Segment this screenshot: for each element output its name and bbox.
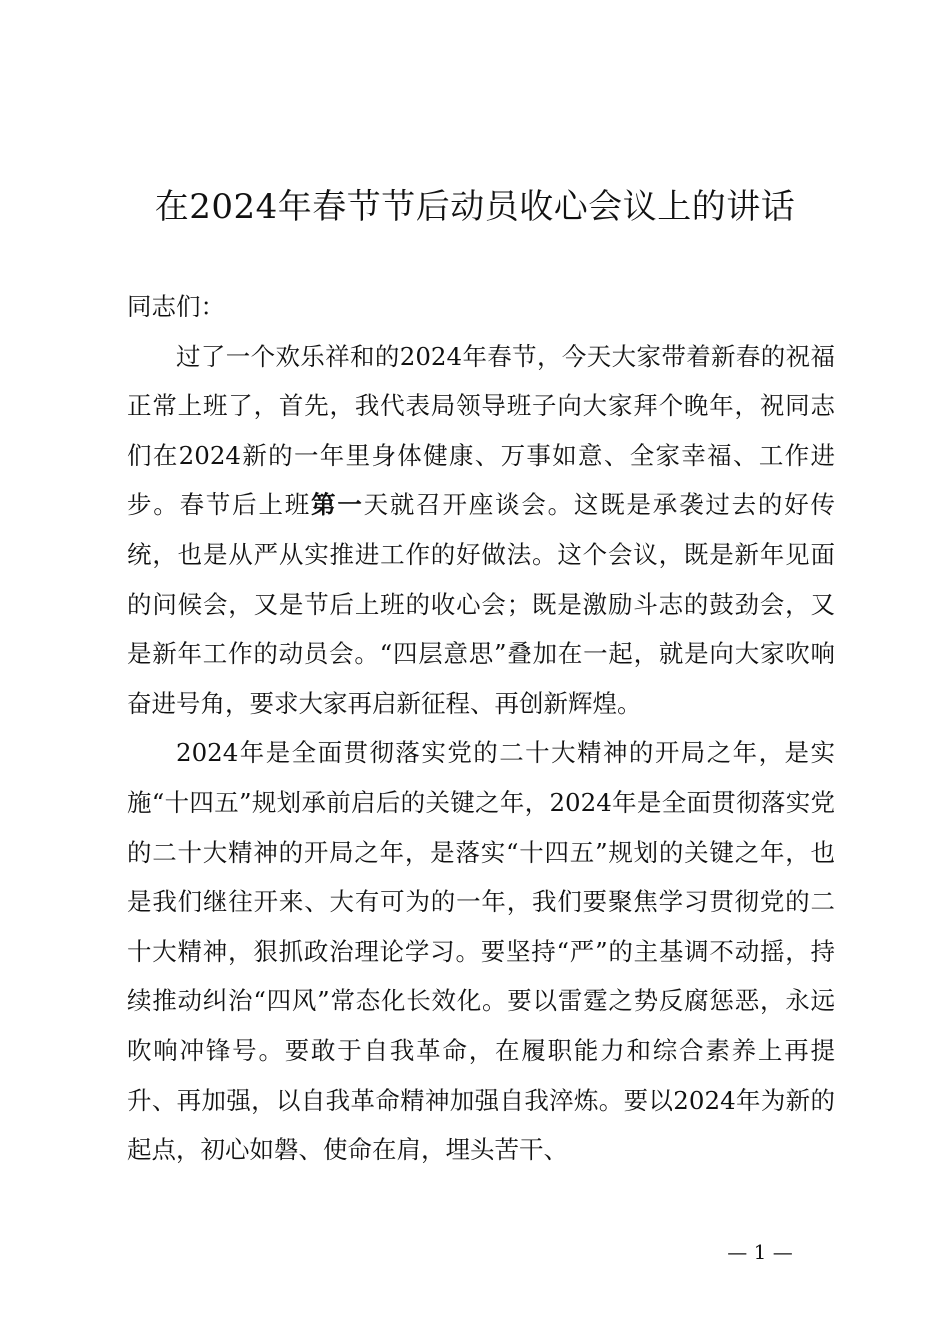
paragraph-2: 2024年是全面贯彻落实党的二十大精神的开局之年，是实施“十四五”规划承前启后的关键之年，2024年是全面贯彻落实党的二十大精神的开局之年，是落实“十四五”规划的关键之年，也是我们继往开来、大有可为的一年，我们要聚焦学习贯彻党的二十大精神，狠抓政治理论学习。要坚持“严”的主基调不动摇，持续推动纠治“四风”常态化长效化。要以雷霆之势反腐惩恶，永远吹响冲锋号。要敢于自我革命，在履职能力和综合素养上再提升、再加强，以自我革命精神加强自我淬炼。要以2024年为新的起点，初心如磐、使命在肩，埋头苦干、 [127,738,835,1165]
paragraph-1 [127,332,835,729]
document-title: 在2024年春节节后动员收心会议上的讲话 [154,187,796,227]
page-number: — 1 — [727,1240,793,1264]
paragraph-1-text-b: 天就召开座谈会。这既是承袭过去的好传统，也是从严从实推进工作的好做法。这个会议，既是新年见面的问候会，又是节后上班的收心会；既是激励斗志的鼓劲会，又是新年工作的动员会。“四层意思”叠加在一起，就是向大家吹响奋进号角，要求大家再启新征程、再创新辉煌。 [127,490,836,718]
paragraph-1-text-a: 过了一个欢乐祥和的2024年春节，今天大家带着新春的祝福正常上班了，首先，我代表局领导班子向大家拜个晚年，祝同志们在2024新的一年里身体健康、万事如意、全家幸福、工作进步。春节后上班 [127,341,835,520]
salutation: 同志们： [127,292,225,321]
document-body [127,282,835,1175]
paragraph-1-bold-text: 第一 [311,490,364,520]
